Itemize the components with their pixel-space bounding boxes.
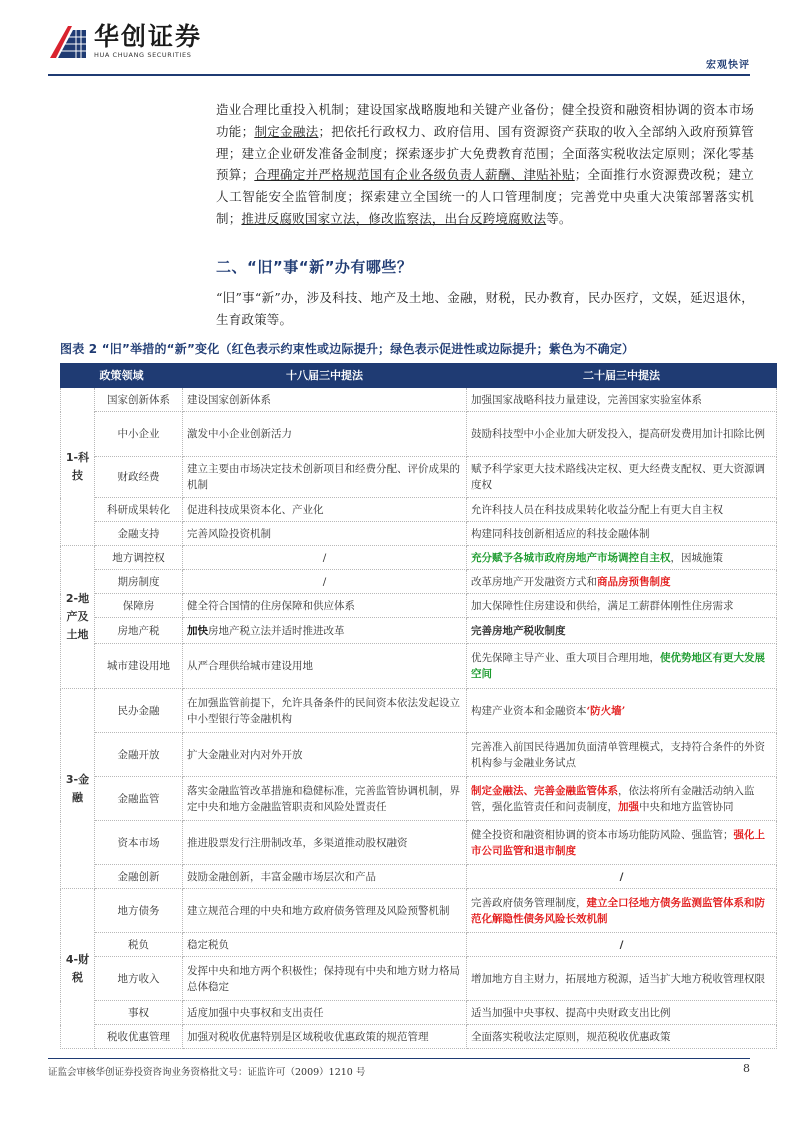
- new-cell: 增加地方自主财力，拓展地方税源，适当扩大地方税收管理权限: [467, 957, 777, 1001]
- footer-license: 证监会审核华创证券投资咨询业务资格批文号：证监许可（2009）1210 号: [48, 1067, 366, 1078]
- new-cell: 赋予科学家更大技术路线决定权、更大经费支配权、更大资源调度权: [467, 457, 777, 498]
- table-row: [61, 546, 777, 570]
- field-cell: 国家创新体系: [95, 388, 183, 412]
- new-cell: 构建同科技创新相适应的科技金融体制: [467, 522, 777, 546]
- old-cell-emphasis: 加快: [187, 624, 208, 637]
- field-cell: 地方收入: [95, 957, 183, 1001]
- brand-name-en: HUA CHUANG SECURITIES: [94, 50, 192, 59]
- old-cell: 在加强监管前提下，允许具备条件的民间资本依法发起设立中小型银行等金融机构: [183, 689, 467, 733]
- table-row: [61, 957, 777, 1001]
- new-cell-text: ，因城施策: [670, 551, 723, 564]
- new-cell-text: 优先保障主导产业、重大项目合理用地，: [471, 652, 660, 664]
- table-row: [61, 570, 777, 594]
- new-cell-emphasis: ‘防火墙’: [586, 704, 626, 717]
- old-cell: 加强对税收优惠特别是区域税收优惠政策的规范管理: [183, 1025, 467, 1049]
- field-cell: 金融开放: [95, 733, 183, 777]
- new-cell: [467, 821, 777, 865]
- brand-name-cn: 华创证券: [94, 21, 203, 51]
- new-cell-emphasis: 完善金融监管体系: [534, 784, 618, 797]
- table-row: [61, 412, 777, 457]
- table-row: [61, 594, 777, 618]
- field-cell: 保障房: [95, 594, 183, 618]
- new-cell: 加强国家战略科技力量建设，完善国家实验室体系: [467, 388, 777, 412]
- field-cell: 税负: [95, 933, 183, 957]
- table-row: [61, 618, 777, 644]
- figure-title: 图表 2 “旧”举措的“新”变化（红色表示约束性或边际提升；绿色表示促进性或边际提升；紫色为不确定）: [60, 342, 635, 356]
- old-cell: 稳定税负: [183, 933, 467, 957]
- new-cell-emphasis: 充分赋予各城市政府房地产市场调控自主权: [471, 551, 671, 564]
- section-body: “旧”事“新”办，涉及科技、地产及土地、金融，财税，民办教育，民办医疗，文娱，延迟退休，生育政策等。: [216, 290, 754, 327]
- field-cell: 民办金融: [95, 689, 183, 733]
- field-cell: 事权: [95, 1001, 183, 1025]
- new-cell-separator: 、: [523, 784, 534, 797]
- intro-paragraph: [216, 99, 754, 230]
- field-cell: 财政经费: [95, 457, 183, 498]
- table-row: [61, 1025, 777, 1049]
- new-cell-text: 中央和地方监管协同: [639, 800, 734, 813]
- new-cell: [467, 546, 777, 570]
- table-row: [61, 498, 777, 522]
- intro-text-1: 造业合理比重投入机制；建设国家战略腹地和关键产业备份；健全投资和融资相协调的资本市场功能；: [216, 102, 754, 139]
- old-cell: 促进科技成果资本化、产业化: [183, 498, 467, 522]
- group-finance: 3-金融: [61, 689, 95, 889]
- old-cell: 落实金融监管改革措施和稳健标准，完善监管协调机制，界定中央和地方金融监管职责和风险处置责任: [183, 777, 467, 821]
- new-cell: 适当加强中央事权、提高中央财政支出比例: [467, 1001, 777, 1025]
- new-cell-text: 完善政府债务管理制度，: [471, 896, 587, 909]
- old-cell: [183, 618, 467, 644]
- table-row: [61, 865, 777, 889]
- table-row: [61, 889, 777, 933]
- new-cell: /: [467, 933, 777, 957]
- intro-underline-2: 合理确定并严格规范国有企业各级负责人薪酬、津贴补贴: [254, 167, 575, 183]
- old-cell: 从严合理供给城市建设用地: [183, 644, 467, 689]
- table-row: [61, 733, 777, 777]
- old-cell: 推进股票发行注册制改革，多渠道推动股权融资: [183, 821, 467, 865]
- intro-text-3: ；全面推行水资源费改税；建立人工智能安全监管制度；探索建立全国统一的人口管理制度；完善党中央重大决策部署落实机制；: [216, 167, 754, 226]
- table-row: [61, 777, 777, 821]
- field-cell: 房地产税: [95, 618, 183, 644]
- new-cell-text: 健全投资和融资相协调的资本市场功能防风险、强监管；: [471, 828, 734, 841]
- new-cell: 全面落实税收法定原则，规范税收优惠政策: [467, 1025, 777, 1049]
- intro-text-2: ；把依托行政权力、政府信用、国有资源资产获取的收入全部纳入政府预算管理；建立企业研发准备金制度；探索逐步扩大免费教育范围；全面落实税收法定原则；深化零基预算；: [216, 123, 754, 183]
- old-cell: 鼓励金融创新，丰富金融市场层次和产品: [183, 865, 467, 889]
- field-cell: 期房制度: [95, 570, 183, 594]
- group-tech: 1-科技: [61, 388, 95, 546]
- new-cell: [467, 889, 777, 933]
- new-cell-text: 构建产业资本和金融资本: [471, 704, 587, 717]
- new-cell: 允许科技人员在科技成果转化收益分配上有更大自主权: [467, 498, 777, 522]
- new-cell: /: [467, 865, 777, 889]
- brand-logo: [48, 22, 202, 60]
- table-row: [61, 388, 777, 412]
- old-cell: 建设国家创新体系: [183, 388, 467, 412]
- old-cell: 健全符合国情的住房保障和供应体系: [183, 594, 467, 618]
- old-cell-text: 房地产税立法并适时推进改革: [208, 624, 345, 637]
- group-fiscal: 4-财税: [61, 889, 95, 1049]
- old-cell: 扩大金融业对内对外开放: [183, 733, 467, 777]
- page-header: [0, 0, 794, 76]
- new-cell-text: ，依法将所有金融活动纳入监管，强化监管责任和问责制度，: [471, 784, 755, 813]
- field-cell: 资本市场: [95, 821, 183, 865]
- report-type-label: 宏观快评: [706, 60, 750, 71]
- policy-table: [60, 363, 777, 1049]
- field-cell: 地方债务: [95, 889, 183, 933]
- table-row: [61, 644, 777, 689]
- table-row: [61, 933, 777, 957]
- old-cell: /: [183, 546, 467, 570]
- new-cell-emphasis: 制定金融法: [471, 784, 524, 797]
- new-cell: 完善准入前国民待遇加负面清单管理模式，支持符合条件的外资机构参与金融业务试点: [467, 733, 777, 777]
- header-old: 十八届三中提法: [183, 364, 467, 388]
- intro-text-4: 等。: [546, 210, 572, 226]
- old-cell: 适度加强中央事权和支出责任: [183, 1001, 467, 1025]
- new-cell-emphasis: 强化上市公司监管和退市制度: [471, 828, 765, 857]
- field-cell: 金融监管: [95, 777, 183, 821]
- field-cell: 中小企业: [95, 412, 183, 457]
- field-cell: 金融支持: [95, 522, 183, 546]
- new-cell-emphasis: 加强: [618, 800, 639, 813]
- table-row: [61, 821, 777, 865]
- header-new: 二十届三中提法: [467, 364, 777, 388]
- field-cell: 地方调控权: [95, 546, 183, 570]
- field-cell: 城市建设用地: [95, 644, 183, 689]
- table-row: [61, 689, 777, 733]
- old-cell: 激发中小企业创新活力: [183, 412, 467, 457]
- field-cell: 金融创新: [95, 865, 183, 889]
- new-cell: 完善房地产税收制度: [467, 618, 777, 644]
- field-cell: 科研成果转化: [95, 498, 183, 522]
- header-divider: [48, 74, 750, 76]
- brand-logo-icon: [48, 22, 88, 60]
- old-cell: 发挥中央和地方两个积极性；保持现有中央和地方财力格局总体稳定: [183, 957, 467, 1001]
- page-number: 8: [743, 1062, 750, 1075]
- old-cell: 建立主要由市场决定技术创新项目和经费分配、评价成果的机制: [183, 457, 467, 498]
- new-cell: [467, 777, 777, 821]
- old-cell: 建立规范合理的中央和地方政府债务管理及风险预警机制: [183, 889, 467, 933]
- table-row: [61, 522, 777, 546]
- new-cell: [467, 644, 777, 689]
- old-cell: 完善风险投资机制: [183, 522, 467, 546]
- new-cell: [467, 689, 777, 733]
- footer-divider: [48, 1058, 750, 1059]
- new-cell-emphasis: 商品房预售制度: [597, 575, 671, 588]
- header-field: 政策领域: [61, 364, 183, 388]
- new-cell-emphasis: 使优势地区有更大发展空间: [471, 652, 765, 680]
- intro-underline-3: 推进反腐败国家立法，修改监察法，出台反跨境腐败法: [241, 210, 547, 226]
- new-cell: [467, 570, 777, 594]
- new-cell: 鼓励科技型中小企业加大研发投入，提高研发费用加计扣除比例: [467, 412, 777, 457]
- table-header-row: [61, 364, 777, 388]
- table-row: [61, 457, 777, 498]
- field-cell: 税收优惠管理: [95, 1025, 183, 1049]
- intro-underline-1: 制定金融法: [254, 123, 319, 139]
- new-cell-emphasis: 建立全口径地方债务监测监管体系和防范化解隐性债务风险长效机制: [471, 896, 765, 925]
- new-cell: 加大保障性住房建设和供给，满足工薪群体刚性住房需求: [467, 594, 777, 618]
- table-row: [61, 1001, 777, 1025]
- old-cell: /: [183, 570, 467, 594]
- section-heading: 二、“旧”事“新”办有哪些？: [216, 258, 413, 276]
- group-land: 2-地产及土地: [61, 546, 95, 689]
- new-cell-text: 改革房地产开发融资方式和: [471, 575, 597, 588]
